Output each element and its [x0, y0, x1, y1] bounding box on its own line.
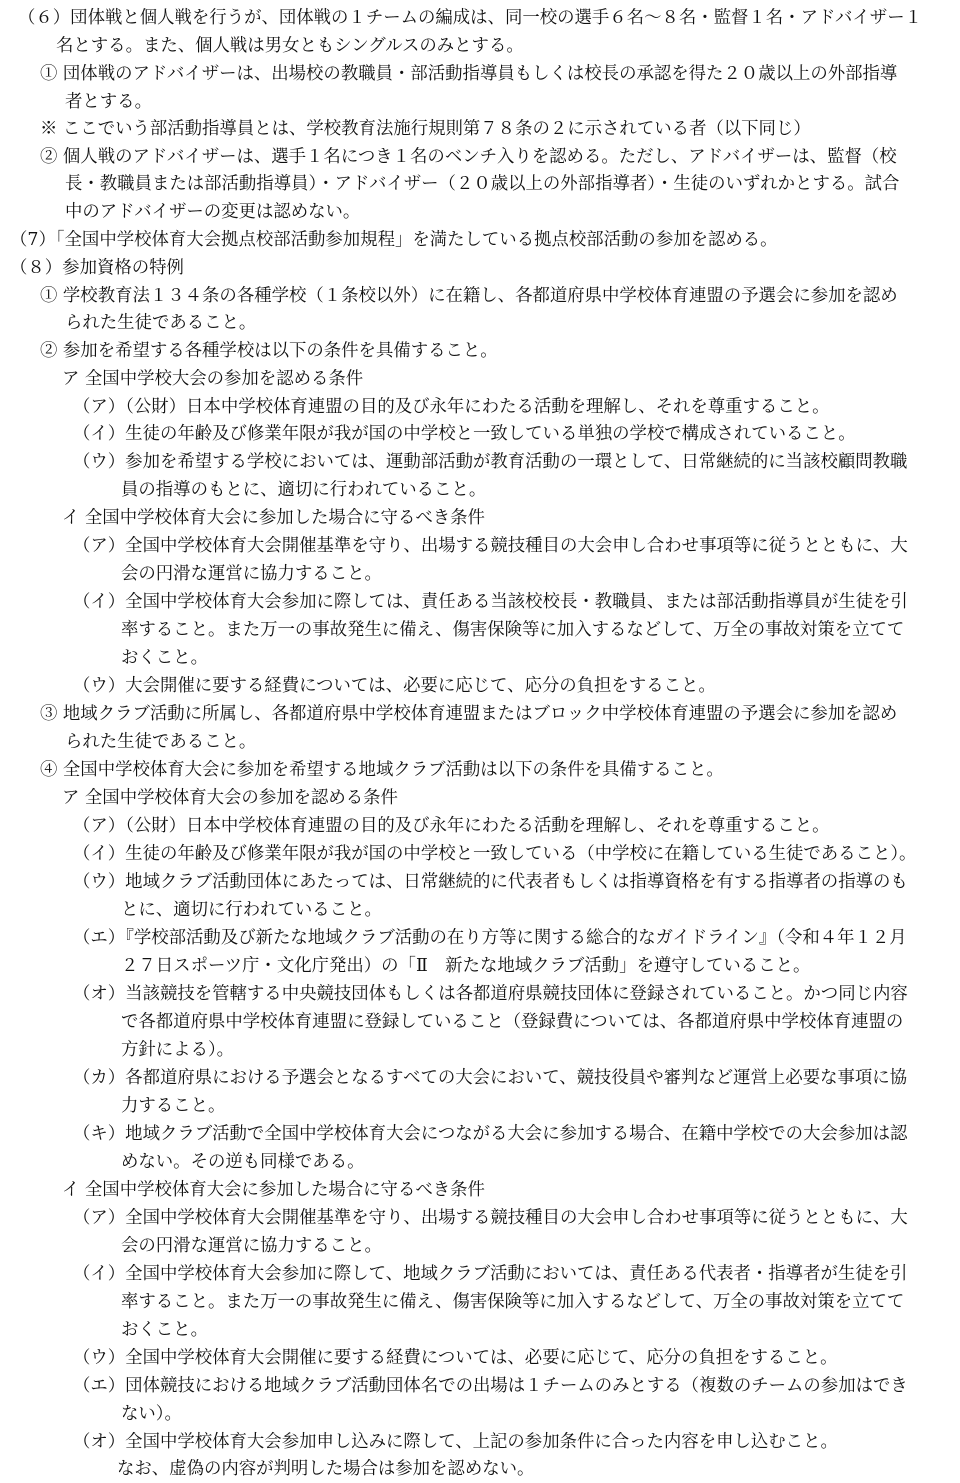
text-line: ② 参加を希望する各種学校は以下の条件を具備すること。	[40, 341, 498, 361]
text-line: 会の円滑な運営に協力すること。	[121, 1236, 382, 1256]
text-line: 会の円滑な運営に協力すること。	[121, 564, 382, 584]
text-line: （オ）全国中学校体育大会参加申し込みに際して、上記の参加条件に合った内容を申し込むこと。	[73, 1432, 838, 1452]
text-line: （エ）団体競技における地域クラブ活動団体名での出場は１チームのみとする（複数のチームの参加はでき	[73, 1376, 908, 1396]
text-line: ① 団体戦のアドバイザーは、出場校の教職員・部活動指導員もしくは校長の承認を得た２０歳以上の外部指導	[40, 64, 898, 84]
text-line: （キ）地域クラブ活動で全国中学校体育大会につながる大会に参加する場合、在籍中学校での大会参加は認	[73, 1124, 908, 1144]
text-line: （ウ）大会開催に要する経費については、必要に応じて、応分の負担をすること。	[73, 676, 716, 696]
text-line: （イ）全国中学校体育大会参加に際して、地域クラブ活動においては、責任ある代表者・指導者が生徒を引	[73, 1264, 908, 1284]
text-line: ① 学校教育法１３４条の各種学校（１条校以外）に在籍し、各都道府県中学校体育連盟の予選会に参加を認め	[40, 286, 898, 306]
text-line: （ウ）参加を希望する学校においては、運動部活動が教育活動の一環として、日常継続的に当該校顧問教職	[73, 452, 908, 472]
text-line: （ア）（公財）日本中学校体育連盟の目的及び永年にわたる活動を理解し、それを尊重すること。	[73, 397, 830, 417]
text-line: おくこと。	[121, 1320, 208, 1340]
text-line: 力すること。	[121, 1096, 226, 1116]
text-line: （イ）全国中学校体育大会参加に際しては、責任ある当該校校長・教職員、または部活動指導員が生徒を引	[73, 592, 908, 612]
text-line: 率すること。また万一の事故発生に備え、傷害保険等に加入するなどして、万全の事故対策を立てて	[121, 620, 905, 640]
text-line: （カ）各都道府県における予選会となるすべての大会において、競技役員や審判など運営上必要な事項に協	[73, 1068, 908, 1088]
text-line: ア 全国中学校体育大会の参加を認める条件	[62, 788, 398, 808]
text-line: 員の指導のもとに、適切に行われていること。	[121, 480, 487, 500]
text-line: られた生徒であること。	[65, 732, 257, 752]
text-line: 率すること。また万一の事故発生に備え、傷害保険等に加入するなどして、万全の事故対策を立てて	[121, 1292, 905, 1312]
text-line: （ア）全国中学校体育大会開催基準を守り、出場する競技種目の大会申し合わせ事項等に従うとともに、大	[73, 536, 908, 556]
text-line: （ア）（公財）日本中学校体育連盟の目的及び永年にわたる活動を理解し、それを尊重すること。	[73, 816, 830, 836]
text-line: おくこと。	[121, 648, 208, 668]
text-line: （オ）当該競技を管轄する中央競技団体もしくは各都道府県競技団体に登録されていること。かつ同じ内容	[73, 984, 908, 1004]
text-line: とに、適切に行われていること。	[121, 900, 382, 920]
text-line: ④ 全国中学校体育大会に参加を希望する地域クラブ活動は以下の条件を具備すること。	[40, 760, 724, 780]
text-line: ない）。	[121, 1404, 182, 1424]
text-line: （ウ）全国中学校体育大会開催に要する経費については、必要に応じて、応分の負担をすること。	[73, 1348, 838, 1368]
text-line: なお、虚偽の内容が判明した場合は参加を認めない。	[117, 1459, 535, 1479]
text-line: 名とする。また、個人戦は男女ともシングルスのみとする。	[56, 36, 524, 56]
text-line: （エ）『学校部活動及び新たな地域クラブ活動の在り方等に関する総合的なガイドライン』（令和４年１２月	[73, 928, 907, 948]
text-line: ② 個人戦のアドバイザーは、選手１名につき１名のベンチ入りを認める。ただし、アドバイザーは、監督（校	[40, 147, 897, 167]
text-line: （ア）全国中学校体育大会開催基準を守り、出場する競技種目の大会申し合わせ事項等に従うとともに、大	[73, 1208, 908, 1228]
text-line: ２７日スポーツ庁・文化庁発出）の「Ⅱ 新たな地域クラブ活動」を遵守していること。	[121, 956, 811, 976]
text-line: イ 全国中学校体育大会に参加した場合に守るべき条件	[62, 1180, 485, 1200]
text-line: 方針による）。	[121, 1040, 235, 1060]
text-line: （イ）生徒の年齢及び修業年限が我が国の中学校と一致している単独の学校で構成されていること。	[73, 424, 856, 444]
text-line: イ 全国中学校体育大会に参加した場合に守るべき条件	[62, 508, 485, 528]
text-line: ア 全国中学校大会の参加を認める条件	[62, 369, 364, 389]
text-line: ※ ここでいう部活動指導員とは、学校教育法施行規則第７８条の２に示されている者（以下同じ）	[40, 119, 811, 139]
text-line: （7）「全国中学校体育大会拠点校部活動参加規程」を満たしている拠点校部活動の参加を認める。	[10, 230, 778, 250]
text-line: めない。その逆も同様である。	[121, 1152, 365, 1172]
text-line: 中のアドバイザーの変更は認めない。	[65, 202, 361, 222]
text-line: で各都道府県中学校体育連盟に登録していること（登録費については、各都道府県中学校体育連盟の	[121, 1012, 904, 1032]
text-line: ③ 地域クラブ活動に所属し、各都道府県中学校体育連盟またはブロック中学校体育連盟の予選会に参加を認め	[40, 704, 898, 724]
text-line: 者とする。	[65, 92, 152, 112]
text-line: 長・教職員または部活動指導員）・アドバイザー（２０歳以上の外部指導者）・生徒のいずれかとする。試合	[65, 174, 900, 194]
text-line: （８）参加資格の特例	[10, 258, 184, 278]
text-line: （６）団体戦と個人戦を行うが、団体戦の１チームの編成は、同一校の選手６名～８名・監督１名・アドバイザー１	[18, 8, 922, 28]
text-line: （ウ）地域クラブ活動団体にあたっては、日常継続的に代表者もしくは指導資格を有する指導者の指導のも	[73, 872, 908, 892]
text-line: （イ）生徒の年齢及び修業年限が我が国の中学校と一致している（中学校に在籍している生徒であること）。	[73, 844, 917, 864]
text-line: られた生徒であること。	[65, 313, 257, 333]
